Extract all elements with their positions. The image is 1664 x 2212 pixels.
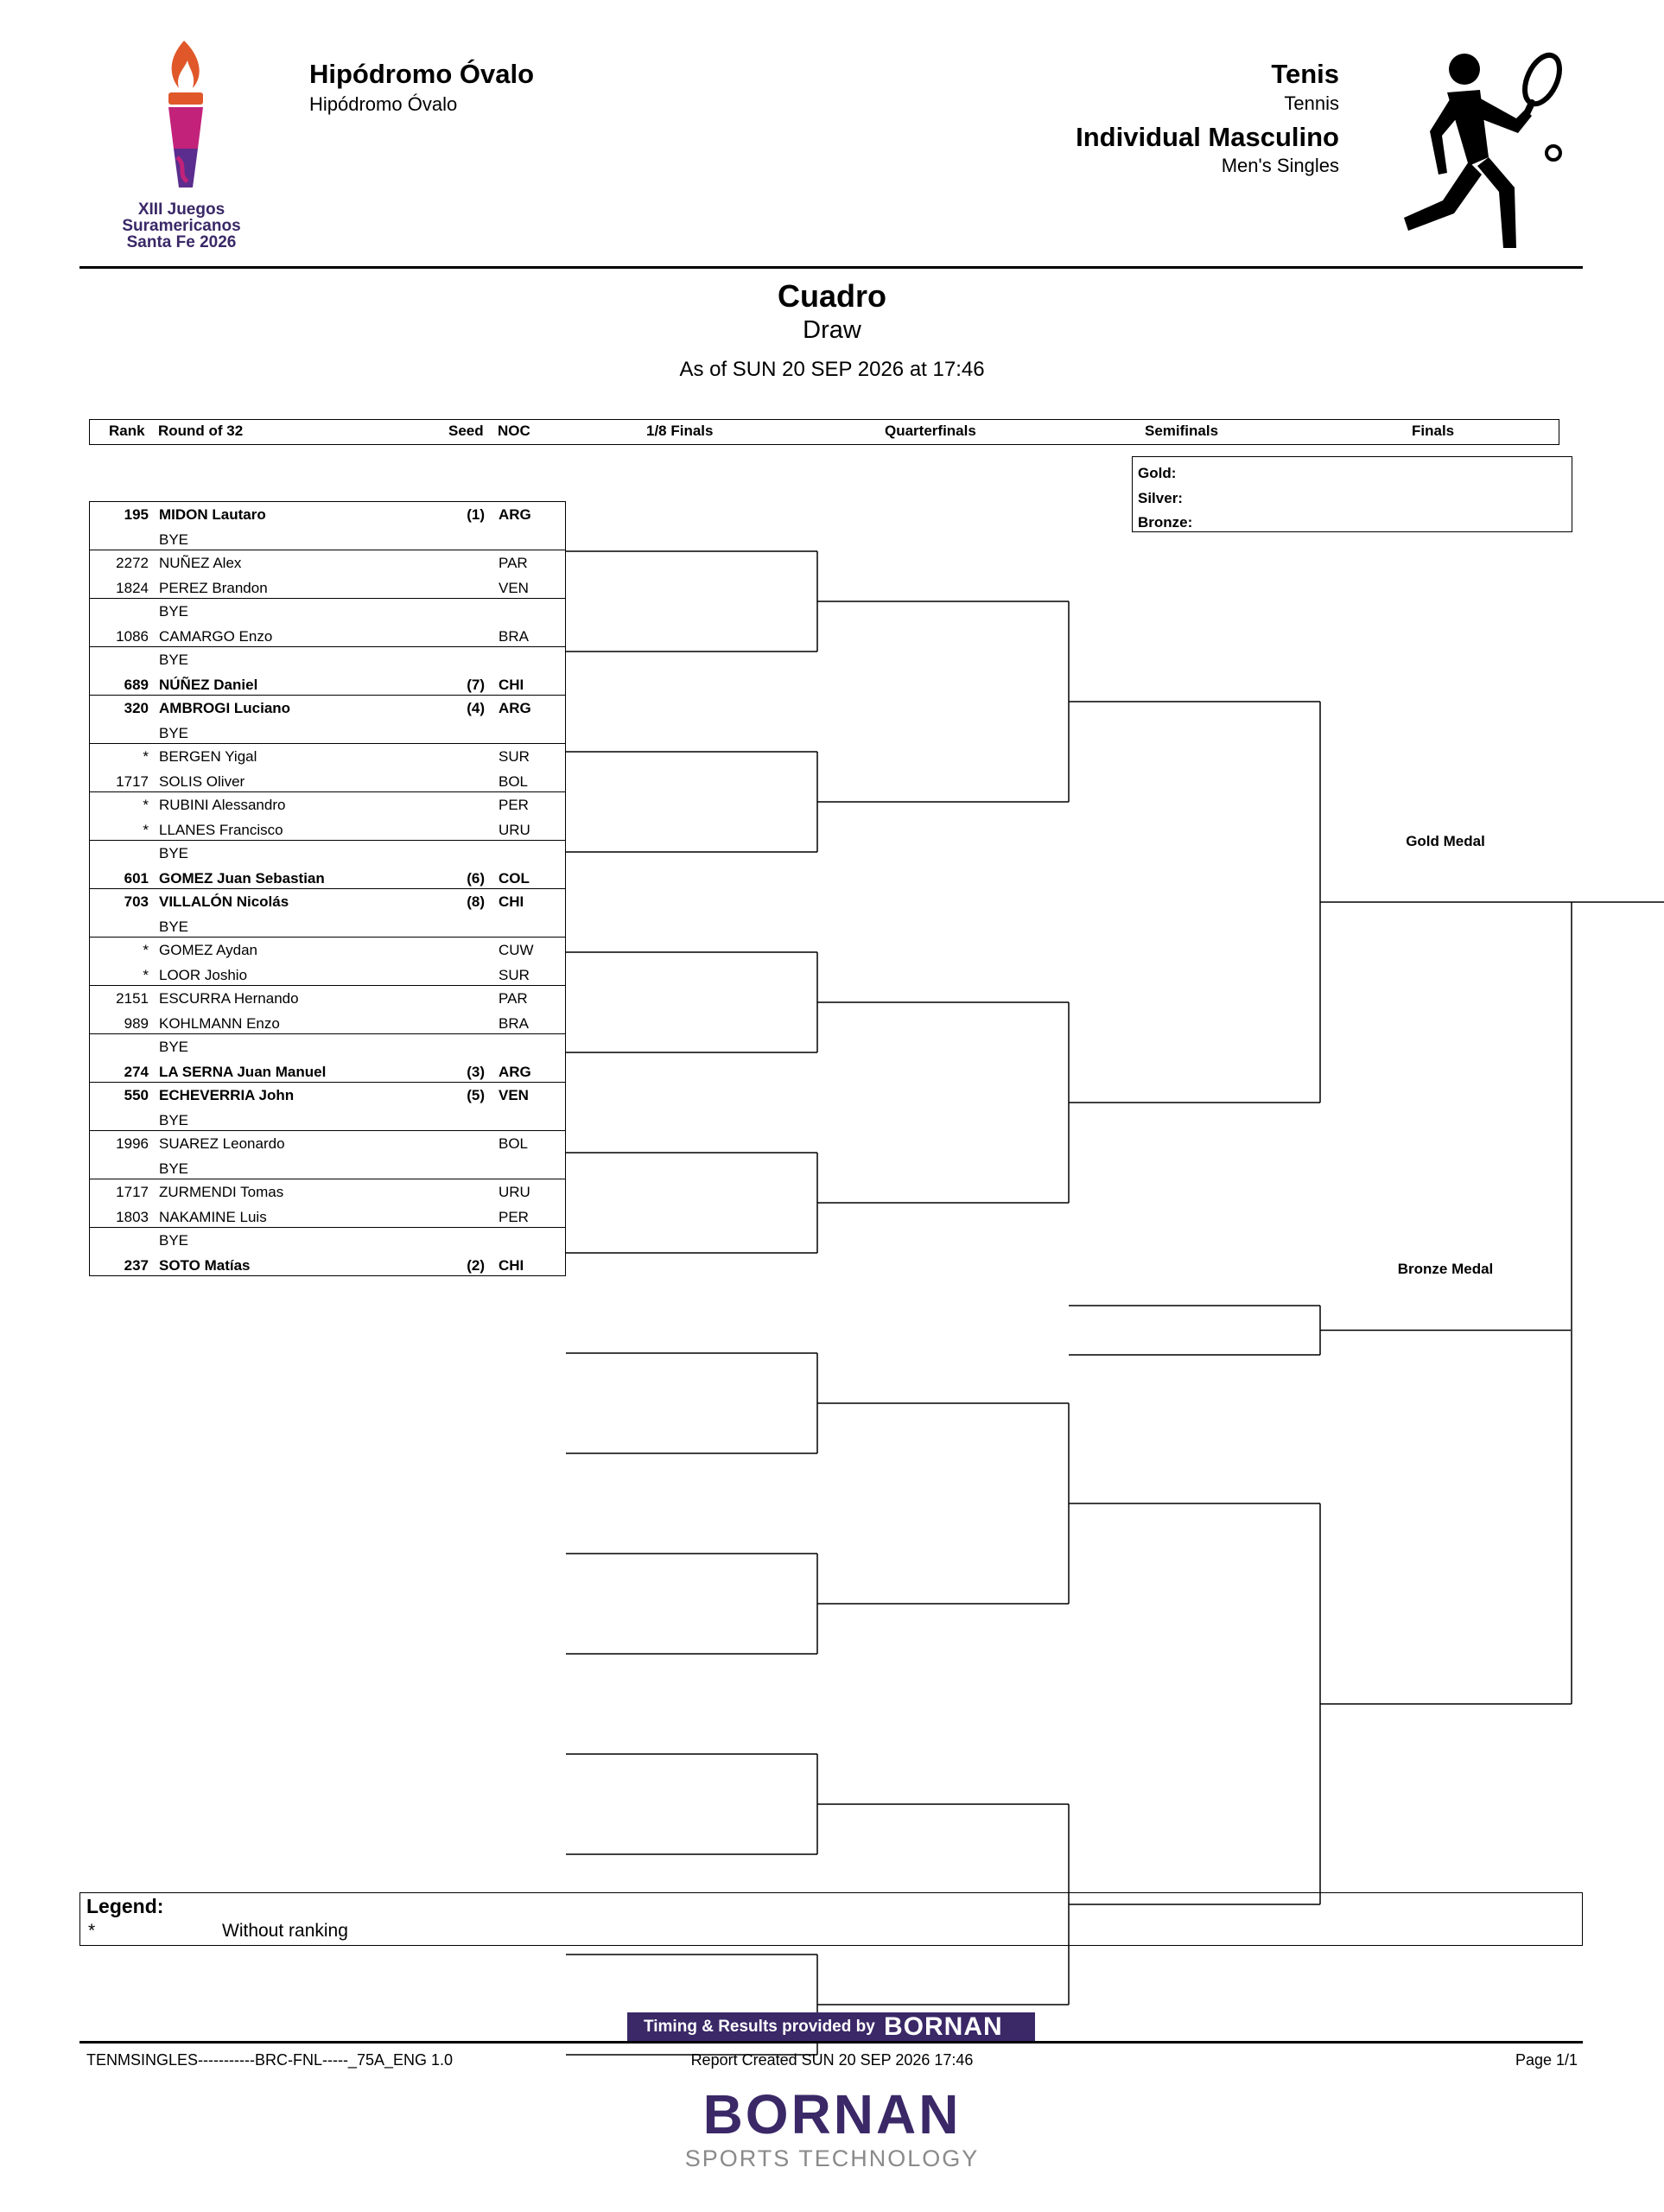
bronze-label: Bronze: xyxy=(1138,514,1193,531)
player-name: BERGEN Yigal xyxy=(159,748,257,765)
player-seed: (1) xyxy=(467,506,485,523)
player-name: LOOR Joshio xyxy=(159,967,248,983)
player-name: NÚÑEZ Daniel xyxy=(159,677,258,693)
player-rank: * xyxy=(143,967,149,983)
player-rank: 989 xyxy=(124,1015,149,1032)
sport-subtitle: Tennis xyxy=(1284,92,1339,114)
player-noc: SUR xyxy=(499,748,530,765)
footer-divider xyxy=(79,2041,1583,2044)
player-rank: 320 xyxy=(124,700,149,716)
player-noc: PER xyxy=(499,797,529,813)
player-rank: * xyxy=(143,748,149,765)
col-noc: NOC xyxy=(498,423,530,439)
player-rank: * xyxy=(143,797,149,813)
player-name: NAKAMINE Luis xyxy=(159,1209,267,1225)
logo-line-3: Santa Fe 2026 xyxy=(126,233,237,251)
player-noc: ARG xyxy=(499,506,531,523)
player-noc: BOL xyxy=(499,773,529,790)
player-name: VILLALÓN Nicolás xyxy=(159,893,289,910)
player-name: KOHLMANN Enzo xyxy=(159,1015,280,1032)
player-name: RUBINI Alessandro xyxy=(159,797,286,813)
event-title: Individual Masculino xyxy=(1076,122,1339,152)
player-name: GOMEZ Aydan xyxy=(159,942,258,958)
player-noc: CHI xyxy=(499,677,524,693)
player-noc: BRA xyxy=(499,628,529,645)
player-name: SOTO Matías xyxy=(159,1257,251,1274)
player-name: BYE xyxy=(159,918,189,935)
player-name: ESCURRA Hernando xyxy=(159,990,299,1007)
bornan-tagline: SPORTS TECHNOLOGY xyxy=(684,2145,980,2171)
player-name: BYE xyxy=(159,531,189,548)
legend-description: Without ranking xyxy=(222,1921,348,1941)
player-noc: PAR xyxy=(499,990,528,1007)
player-rank: 1824 xyxy=(116,580,149,596)
col-eighth-finals: 1/8 Finals xyxy=(646,423,714,439)
player-seed: (8) xyxy=(467,893,485,910)
player-noc: URU xyxy=(499,1184,530,1200)
player-rank: 1996 xyxy=(116,1135,149,1152)
event-subtitle: Men's Singles xyxy=(1221,155,1339,176)
player-name: BYE xyxy=(159,603,189,620)
player-name: ECHEVERRIA John xyxy=(159,1087,295,1103)
player-noc: ARG xyxy=(499,1064,531,1080)
player-name: ZURMENDI Tomas xyxy=(159,1184,284,1200)
player-name: BYE xyxy=(159,1232,189,1249)
gold-label: Gold: xyxy=(1138,465,1177,481)
player-noc: BOL xyxy=(499,1135,529,1152)
player-name: BYE xyxy=(159,1160,189,1177)
player-rank: 1803 xyxy=(116,1209,149,1225)
player-rank: 237 xyxy=(124,1257,149,1274)
player-seed: (4) xyxy=(467,700,485,716)
venue-subtitle: Hipódromo Óvalo xyxy=(309,93,458,115)
player-name: BYE xyxy=(159,1039,189,1055)
col-seed: Seed xyxy=(448,423,484,439)
player-noc: CUW xyxy=(499,942,534,958)
player-name: BYE xyxy=(159,1112,189,1128)
player-name: GOMEZ Juan Sebastian xyxy=(159,870,325,887)
player-name: SUAREZ Leonardo xyxy=(159,1135,285,1152)
player-name: BYE xyxy=(159,652,189,668)
report-subtitle: Draw xyxy=(803,316,861,344)
player-rank: 1717 xyxy=(116,773,149,790)
player-rank: 274 xyxy=(124,1064,149,1080)
player-noc: VEN xyxy=(499,1087,529,1103)
venue-title: Hipódromo Óvalo xyxy=(309,59,535,89)
player-noc: BRA xyxy=(499,1015,529,1032)
player-seed: (3) xyxy=(467,1064,485,1080)
timing-label: Timing & Results provided by xyxy=(644,2018,875,2036)
report-code: TENMSINGLES-----------BRC-FNL-----_75A_ENG 1.0 xyxy=(86,2051,454,2069)
player-rank: 2272 xyxy=(116,555,149,571)
player-name: BYE xyxy=(159,845,189,861)
player-rank: 195 xyxy=(124,506,149,523)
player-name: MIDON Lautaro xyxy=(159,506,266,523)
as-of-date: As of SUN 20 SEP 2026 at 17:46 xyxy=(679,358,985,381)
player-rank: 550 xyxy=(124,1087,149,1103)
timing-brand-logo: BORNAN xyxy=(884,2012,1003,2041)
legend-symbol: * xyxy=(88,1921,96,1941)
player-noc: PAR xyxy=(499,555,528,571)
silver-label: Silver: xyxy=(1138,490,1183,506)
player-name: LA SERNA Juan Manuel xyxy=(159,1064,327,1080)
player-noc: VEN xyxy=(499,580,529,596)
player-rank: * xyxy=(143,942,149,958)
player-name: BYE xyxy=(159,725,189,741)
logo-line-1: XIII Juegos xyxy=(137,200,225,219)
col-semifinals: Semifinals xyxy=(1145,423,1219,439)
player-noc: CHI xyxy=(499,893,524,910)
report-title: Cuadro xyxy=(778,278,886,314)
player-name: SOLIS Oliver xyxy=(159,773,245,790)
col-rank: Rank xyxy=(109,423,145,439)
legend-title: Legend: xyxy=(86,1895,164,1917)
bronze-medal-title: Bronze Medal xyxy=(1397,1261,1494,1277)
player-noc: COL xyxy=(499,870,530,887)
col-round-of-32: Round of 32 xyxy=(158,423,244,439)
gold-medal-title: Gold Medal xyxy=(1406,833,1485,849)
player-rank: 601 xyxy=(124,870,149,887)
sport-title: Tenis xyxy=(1271,59,1339,89)
player-rank: * xyxy=(143,822,149,838)
player-noc: PER xyxy=(499,1209,529,1225)
player-name: AMBROGI Luciano xyxy=(159,700,291,716)
player-rank: 689 xyxy=(124,677,149,693)
player-rank: 1086 xyxy=(116,628,149,645)
player-noc: URU xyxy=(499,822,530,838)
player-noc: ARG xyxy=(499,700,531,716)
player-name: NUÑEZ Alex xyxy=(159,555,242,571)
col-finals: Finals xyxy=(1412,423,1455,439)
page-number: Page 1/1 xyxy=(1515,2051,1578,2069)
player-rank: 2151 xyxy=(116,990,149,1007)
report-created: Report Created SUN 20 SEP 2026 17:46 xyxy=(690,2051,974,2069)
bornan-logo: BORNAN xyxy=(702,2083,962,2145)
player-seed: (5) xyxy=(467,1087,485,1103)
player-seed: (2) xyxy=(467,1257,485,1274)
player-name: CAMARGO Enzo xyxy=(159,628,273,645)
player-rank: 1717 xyxy=(116,1184,149,1200)
player-seed: (7) xyxy=(467,677,485,693)
col-quarterfinals: Quarterfinals xyxy=(885,423,976,439)
player-rank: 703 xyxy=(124,893,149,910)
player-noc: CHI xyxy=(499,1257,524,1274)
player-name: LLANES Francisco xyxy=(159,822,283,838)
player-noc: SUR xyxy=(499,967,530,983)
player-name: PEREZ Brandon xyxy=(159,580,268,596)
player-seed: (6) xyxy=(467,870,485,887)
logo-line-2: Suramericanos xyxy=(122,217,241,235)
